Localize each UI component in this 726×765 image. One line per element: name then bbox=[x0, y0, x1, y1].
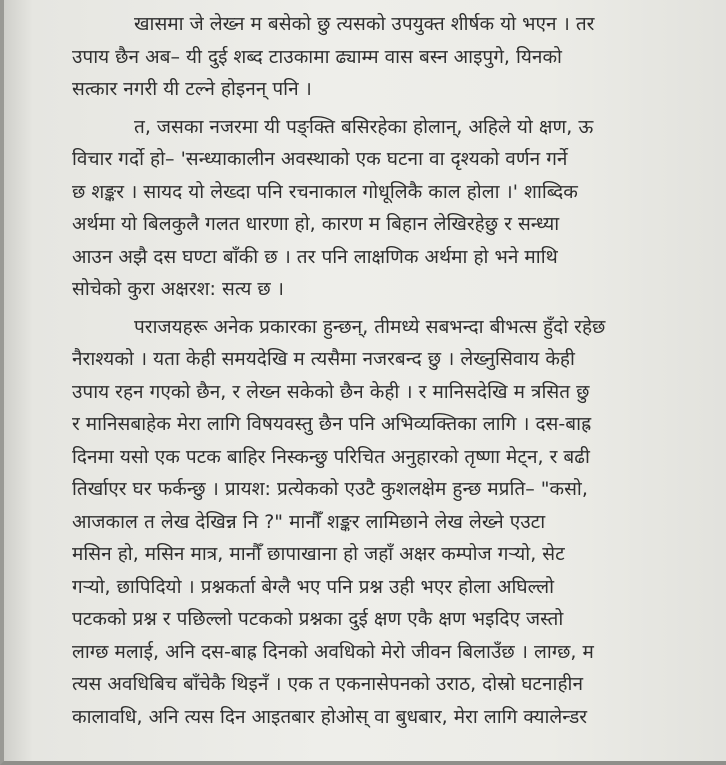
text-line: त, जसका नजरमा यी पङ्क्ति बसिरहेका होलान्, अहिले यो क्षण, ऊ bbox=[134, 115, 594, 138]
text-line: गऱ्यो, छापिदियो । प्रश्नकर्ता बेग्लै भए पनि प्रश्न उही भएर होला अघिल्लो bbox=[72, 575, 555, 598]
text-line: छ शङ्कर । सायद यो लेख्दा पनि रचनाकाल गोधूलिकै काल होला ।' शाब्दिक bbox=[72, 180, 578, 203]
text-line: आउन अझै दस घण्टा बाँकी छ । तर पनि लाक्षणिक अर्थमा हो भने माथि bbox=[72, 245, 558, 268]
text-line: अर्थमा यो बिलकुलै गलत धारणा हो, कारण म बिहान लेखिरहेछु र सन्ध्या bbox=[72, 213, 560, 235]
paragraph-1 bbox=[72, 8, 700, 106]
text-line: खासमा जे लेख्न म बसेको छु त्यसको उपयुक्त शीर्षक यो भएन । तर bbox=[134, 13, 595, 35]
text-line: त्यस अवधिबिच बाँचेकै थिइनँ । एक त एकनासेपनको उराठ, दोस्रो घटनाहीन bbox=[72, 673, 584, 695]
paragraph-2 bbox=[72, 111, 700, 306]
text-line: नैराश्यको । यता केही समयदेखि म त्यसैमा नजरबन्द छु । लेख्नुसिवाय केही bbox=[72, 348, 575, 370]
text-line: सोचेको कुरा अक्षरश: सत्य छ । bbox=[72, 278, 284, 300]
text-line: कालावधि, अनि त्यस दिन आइतबार होओस् वा बुधबार, मेरा लागि क्यालेन्डर bbox=[72, 705, 588, 728]
text-line: आजकाल त लेख देखिन्न नि ?" मानौँ शङ्कर लामिछाने लेख लेख्ने एउटा bbox=[72, 510, 546, 533]
text-line: सत्कार नगरी यी टल्ने होइनन् पनि । bbox=[72, 78, 312, 100]
text-line: मसिन हो, मसिन मात्र, मानौँ छापाखाना हो जहाँ अक्षर कम्पोज गऱ्यो, सेट bbox=[72, 543, 565, 565]
text-line: र मानिसबाहेक मेरा लागि विषयवस्तु छैन पनि अभिव्यक्तिका लागि । दस-बाह्र bbox=[72, 413, 592, 435]
text-line: तिर्खाएर घर फर्कन्छु । प्रायश: प्रत्येकको एउटै कुशलक्षेम हुन्छ मप्रति– "कसो, bbox=[72, 478, 588, 500]
text-line: विचार गर्दो हो– 'सन्ध्याकालीन अवस्थाको एक घटना वा दृश्यको वर्णन गर्ने bbox=[72, 148, 568, 170]
text-line: पटकको प्रश्न र पछिल्लो पटकको प्रश्नका दुई क्षण एकै क्षण भइदिए जस्तो bbox=[72, 608, 564, 630]
text-line: उपाय छैन अब– यी दुई शब्द टाउकामा ढ्याम्म वास बस्न आइपुगे, यिनको bbox=[72, 45, 562, 68]
text-line: पराजयहरू अनेक प्रकारका हुन्छन्, तीमध्ये सबभन्दा बीभत्स हुँदो रहेछ bbox=[134, 315, 606, 338]
text-line: लाग्छ मलाई, अनि दस-बाह्र दिनको अवधिको मेरो जीवन बिलाउँछ । लाग्छ, म bbox=[72, 640, 594, 663]
text-line: उपाय रहन गएको छैन, र लेख्न सकेको छैन केही । र मानिसदेखि म त्रसित छु bbox=[72, 380, 590, 403]
paragraph-3 bbox=[72, 311, 700, 734]
text-line: दिनमा यसो एक पटक बाहिर निस्कन्छु परिचित अनुहारको तृष्णा मेट्न, र बढी bbox=[72, 445, 590, 468]
body-text bbox=[72, 8, 700, 733]
